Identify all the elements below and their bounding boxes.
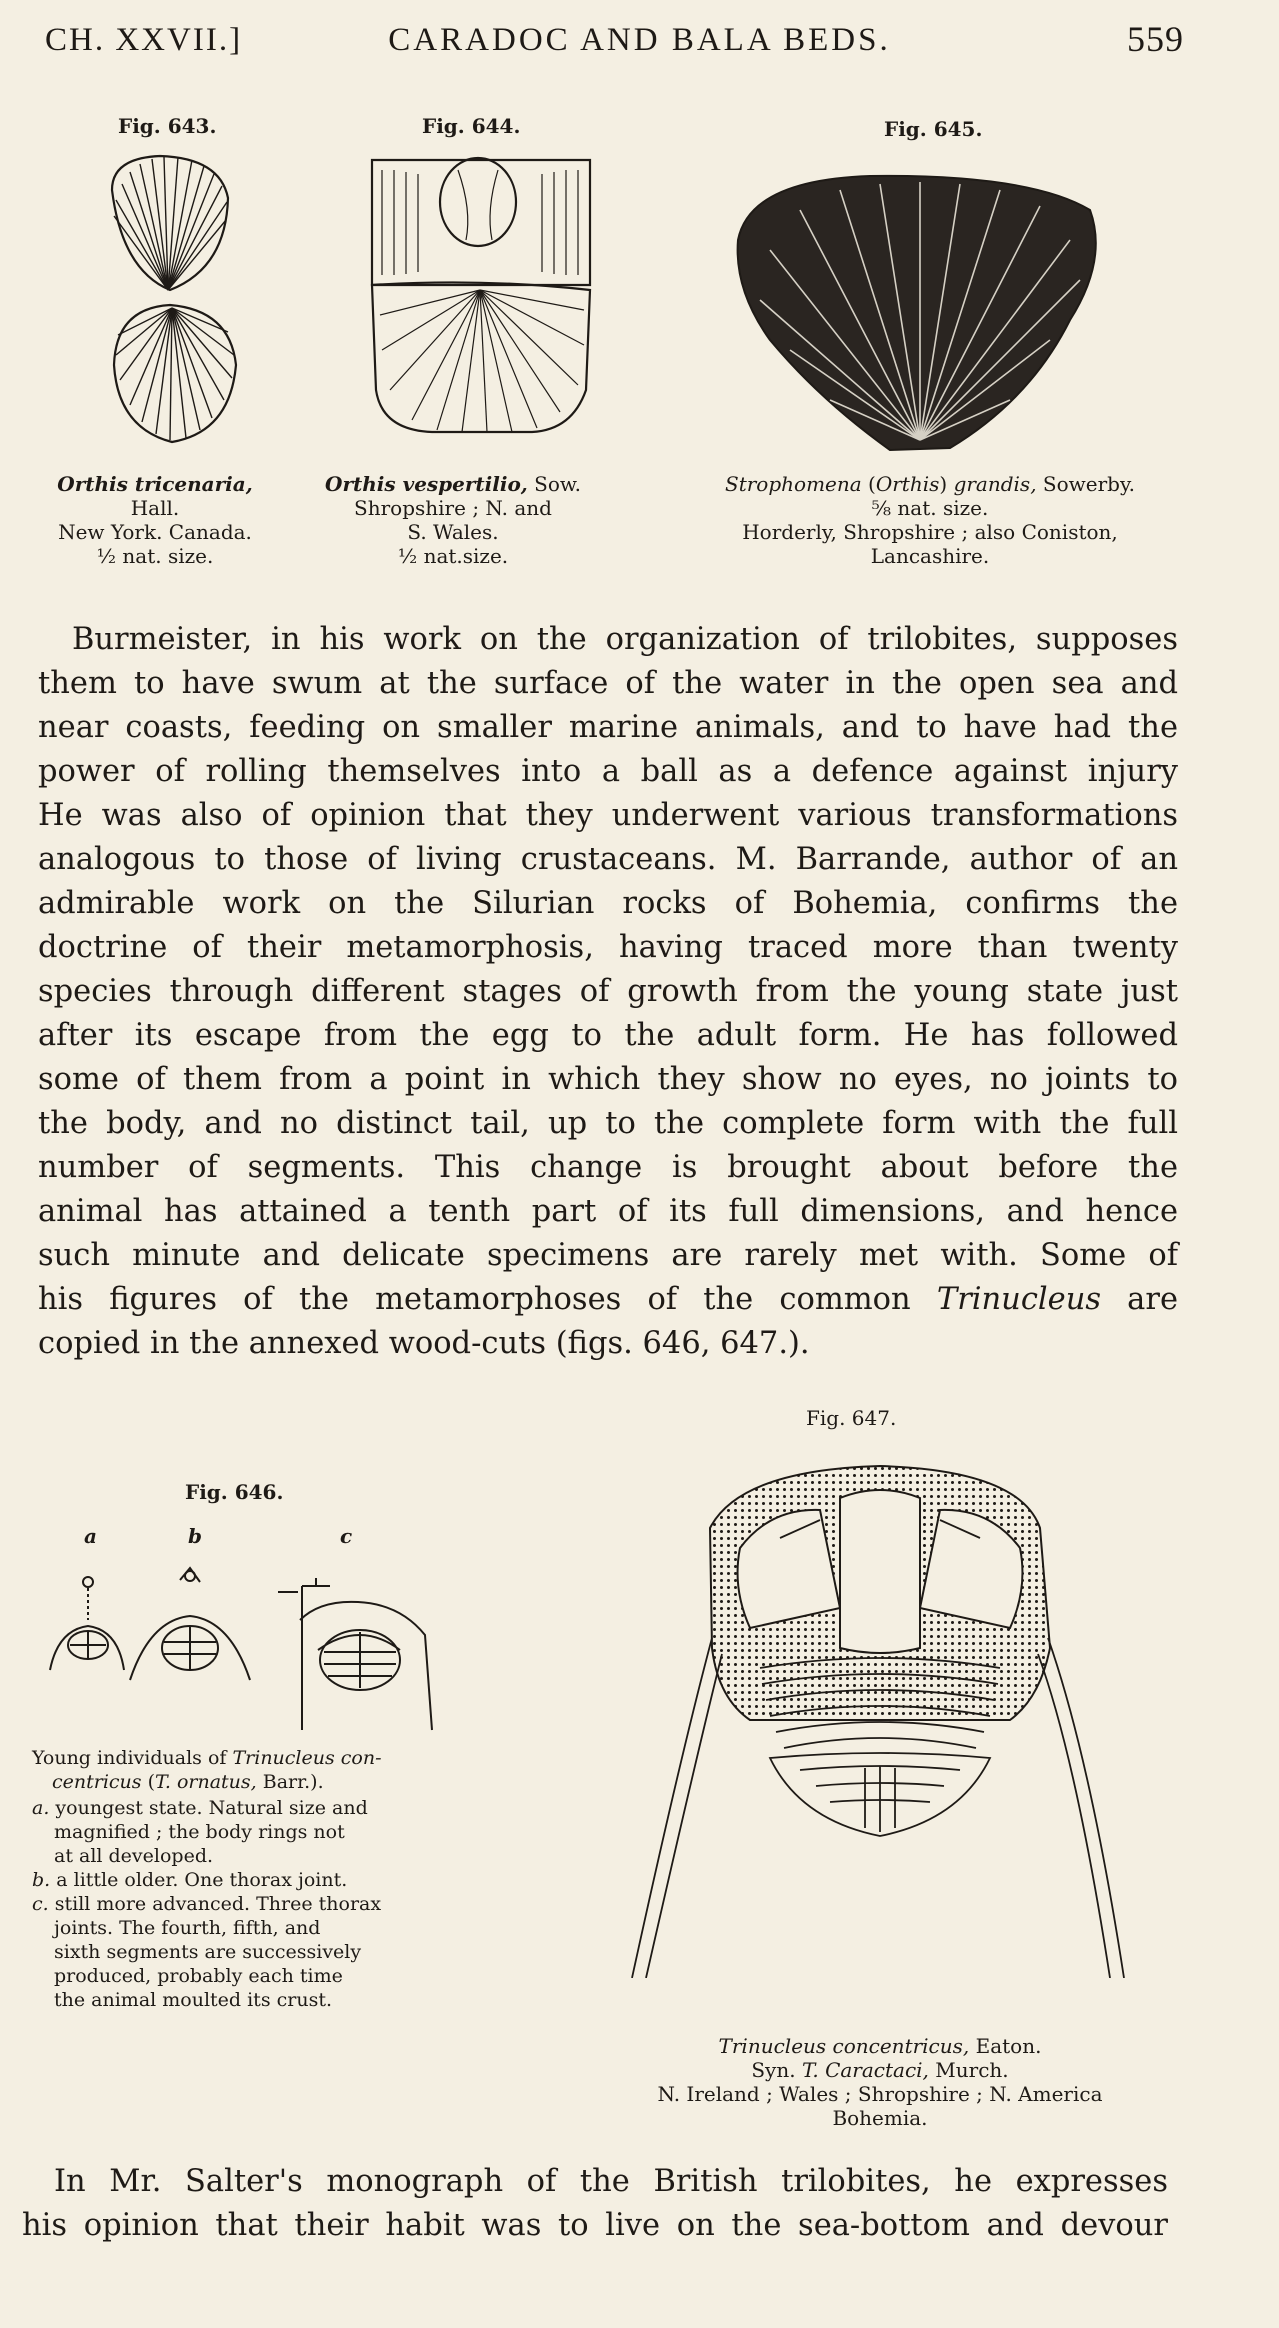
note-line: joints. The fourth, fifth, and	[54, 1917, 321, 1939]
fig-644-label: Fig. 644.	[422, 114, 521, 138]
fig-647-caption-locality: Bohemia.	[832, 2106, 928, 2130]
paragraph-line: after its escape from the egg to the adult form. He has followed	[38, 1018, 1178, 1053]
paragraph-line: animal has attained a tenth part of its full dimensions, and hence	[38, 1194, 1178, 1229]
fig-646-note-c	[32, 1892, 462, 2012]
note-line: sixth segments are successively	[54, 1941, 362, 1963]
note-line: still more advanced. Three thorax	[54, 1893, 382, 1915]
note-line: at all developed.	[54, 1845, 214, 1867]
running-head-chapter: CH. XXVII.]	[45, 22, 243, 58]
fig-644-caption	[318, 472, 588, 568]
paragraph-line: near coasts, feeding on smaller marine animals, and to have had the	[38, 710, 1178, 745]
fig-645-caption-title: Strophomena (Orthis) grandis, Sowerby.	[725, 472, 1135, 496]
fig-645-species-name: grandis,	[953, 472, 1037, 496]
fig-643-caption-line: Orthis tricenaria,	[57, 472, 253, 496]
paragraph-line: power of rolling themselves into a ball as a defence against injury	[38, 754, 1178, 789]
fig-643-label: Fig. 643.	[118, 114, 217, 138]
page-number: 559	[1127, 19, 1184, 59]
paragraph-line: doctrine of their metamorphosis, having traced more than twenty	[38, 930, 1178, 965]
fig-647-illustration	[620, 1458, 1140, 1978]
note-line: produced, probably each time	[54, 1965, 343, 1987]
paragraph-line: admirable work on the Silurian rocks of Bohemia, confirms the	[38, 886, 1178, 921]
fig-645-species: Strophomena	[725, 472, 862, 496]
fig-647-caption-title	[600, 2034, 1160, 2058]
fig-647-caption-syn-line	[600, 2058, 1160, 2082]
paragraph-line-16	[38, 1278, 1178, 1322]
paragraph-line: In Mr. Salter's monograph of the British trilobites, he expresses	[54, 2164, 1168, 2199]
fig-645-caption-line: Lancashire.	[870, 544, 990, 568]
note-key: a.	[32, 1797, 50, 1819]
fig-645-subgenus: Orthis	[875, 472, 940, 496]
fig-646-stage-b-label: b	[188, 1524, 202, 1548]
fig-645-caption	[680, 472, 1180, 568]
fig-644-caption-line: S. Wales.	[407, 520, 499, 544]
paragraph-line: such minute and delicate specimens are rarely met with. Some of	[38, 1238, 1178, 1273]
fig-646-caption-species-2: centricus	[52, 1771, 142, 1793]
fig-647-syn-pre: Syn.	[751, 2058, 802, 2082]
fig-644-author: Sow.	[527, 472, 581, 496]
fig-646-caption-pre: Young individuals of	[32, 1747, 233, 1769]
fig-646-caption	[32, 1746, 462, 2012]
note-line: the animal moulted its crust.	[54, 1989, 332, 2011]
fig-644-caption-title	[318, 472, 588, 496]
fig-643-caption-line: New York. Canada.	[58, 520, 252, 544]
fig-647-author: Eaton.	[969, 2034, 1042, 2058]
paragraph-line: some of them from a point in which they show no eyes, no joints to	[38, 1062, 1178, 1097]
fig-644-illustration	[362, 150, 602, 450]
body-paragraph-1	[38, 618, 1178, 1366]
fig-647-species: Trinucleus concentricus,	[718, 2034, 970, 2058]
fig-647-caption-locality: N. Ireland ; Wales ; Shropshire ; N. America	[657, 2082, 1103, 2106]
fig-646-label: Fig. 646.	[185, 1480, 284, 1504]
fig-643-caption-line: Hall.	[130, 496, 180, 520]
running-head-title: CARADOC AND BALA BEDS.	[388, 22, 891, 58]
fig-647-syn-species: T. Caractaci,	[801, 2058, 929, 2082]
note-line: magnified ; the body rings not	[54, 1821, 345, 1843]
fig-645-caption-line: Horderly, Shropshire ; also Coniston,	[742, 520, 1118, 544]
paragraph-line: number of segments. This change is brought about before the	[38, 1150, 1178, 1185]
paragraph-line-16-pre: his figures of the metamorphoses of the common	[38, 1282, 937, 1317]
paragraph-line-16-italic: Trinucleus	[936, 1282, 1102, 1317]
paragraph-line: his opinion that their habit was to live on the sea-bottom and devour	[22, 2208, 1168, 2243]
fig-646-caption-species: Trinucleus con-	[232, 1747, 382, 1769]
note-line: youngest state. Natural size and	[55, 1797, 368, 1819]
paragraph-line: He was also of opinion that they underwent various transformations	[38, 798, 1178, 833]
fig-646-caption-syn: T. ornatus,	[155, 1771, 257, 1793]
note-line: a little older. One thorax joint.	[56, 1869, 348, 1891]
paragraph-line-16-post: are	[1101, 1282, 1178, 1317]
fig-643-illustration	[100, 150, 250, 450]
note-key: b.	[32, 1869, 51, 1891]
note-key: c.	[32, 1893, 49, 1915]
fig-647-caption	[600, 2034, 1160, 2130]
fig-647-label: Fig. 647.	[806, 1406, 897, 1430]
paragraph-line: analogous to those of living crustaceans. M. Barrande, author of an	[38, 842, 1178, 877]
fig-644-species: Orthis vespertilio,	[325, 472, 528, 496]
fig-646-note-b	[32, 1868, 462, 1892]
body-paragraph-2	[22, 2160, 1168, 2248]
fig-644-caption-line: Shropshire ; N. and	[354, 496, 552, 520]
fig-646-illustration	[40, 1560, 450, 1740]
fig-643-caption	[40, 472, 270, 568]
paragraph-line: the body, and no distinct tail, up to the complete form with the full	[38, 1106, 1178, 1141]
paragraph-line: species through different stages of growth from the young state just	[38, 974, 1178, 1009]
fig-644-caption-line: ½ nat.size.	[397, 544, 509, 568]
fig-645-label: Fig. 645.	[884, 117, 983, 141]
fig-647-syn-author: Murch.	[928, 2058, 1009, 2082]
paragraph-last-line: copied in the annexed wood-cuts (figs. 646, 647.).	[38, 1326, 810, 1361]
fig-645-author: Sowerby.	[1036, 472, 1135, 496]
fig-645-illustration	[730, 170, 1110, 460]
fig-646-stage-a-label: a	[84, 1524, 97, 1548]
fig-645-caption-line: ⅝ nat. size.	[871, 496, 989, 520]
fig-646-stage-c-label: c	[340, 1524, 353, 1548]
fig-646-caption-syn-author: Barr.).	[256, 1771, 324, 1793]
fig-646-note-a	[32, 1796, 462, 1868]
fig-643-caption-line: ½ nat. size.	[96, 544, 214, 568]
fig-646-caption-title	[32, 1746, 462, 1770]
paragraph-line: them to have swum at the surface of the water in the open sea and	[38, 666, 1178, 701]
fig-646-caption-title-2: centricus (T. ornatus, Barr.).	[52, 1771, 324, 1793]
paragraph-line: Burmeister, in his work on the organization of trilobites, supposes	[72, 622, 1178, 657]
